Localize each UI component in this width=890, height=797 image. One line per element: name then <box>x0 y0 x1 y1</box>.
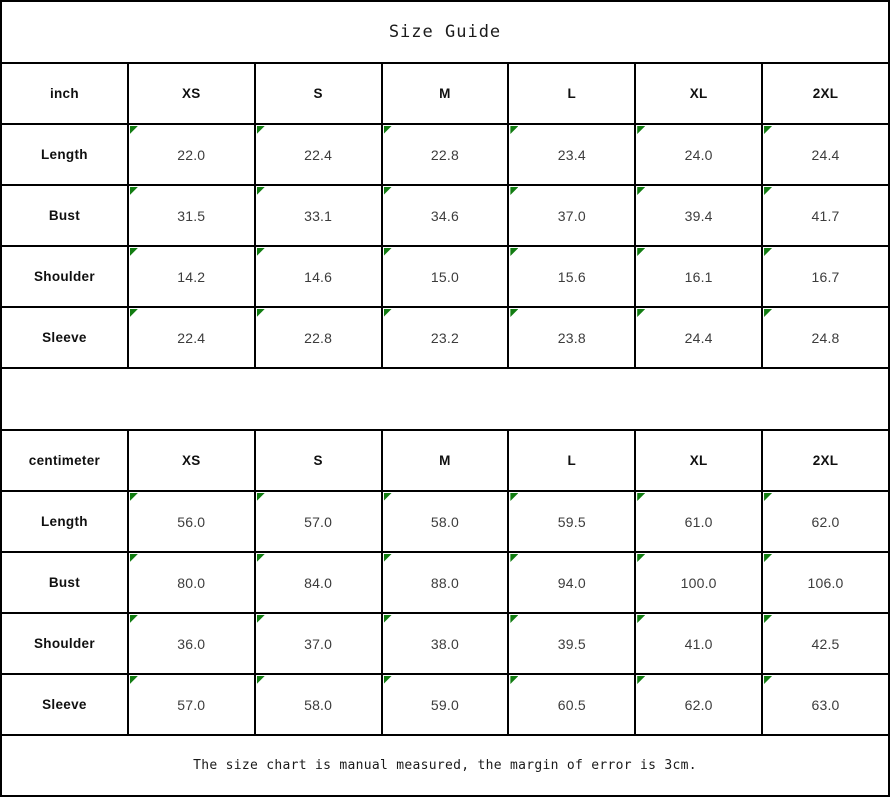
corner-marker-icon <box>510 187 518 195</box>
corner-marker-icon <box>130 187 138 195</box>
cell-inch-length-xs <box>128 124 255 185</box>
size-value: 94.0 <box>557 574 586 591</box>
cell-inch-shoulder-xs <box>128 246 255 307</box>
size-value: 62.0 <box>811 513 840 530</box>
cell-cm-shoulder-2xl <box>762 613 889 674</box>
corner-marker-icon <box>130 309 138 317</box>
cell-cm-shoulder-xs <box>128 613 255 674</box>
size-value: 15.6 <box>557 268 586 285</box>
cell-inch-bust-xs <box>128 185 255 246</box>
size-value: 57.0 <box>304 513 333 530</box>
size-value: 84.0 <box>304 574 333 591</box>
corner-marker-icon <box>637 248 645 256</box>
corner-marker-icon <box>764 248 772 256</box>
corner-marker-icon <box>257 615 265 623</box>
size-value: 24.0 <box>684 146 713 163</box>
column-header-m: M <box>382 430 509 491</box>
table-row <box>1 613 889 674</box>
cell-inch-bust-xl <box>635 185 762 246</box>
size-value: 39.5 <box>557 635 586 652</box>
corner-marker-icon <box>510 126 518 134</box>
column-header-xs: XS <box>128 430 255 491</box>
cell-cm-shoulder-l <box>508 613 635 674</box>
size-value: 37.0 <box>304 635 333 652</box>
corner-marker-icon <box>510 309 518 317</box>
size-value: 23.8 <box>557 329 586 346</box>
cell-cm-bust-l <box>508 552 635 613</box>
row-label-shoulder: Shoulder <box>1 246 128 307</box>
corner-marker-icon <box>257 309 265 317</box>
cell-inch-bust-2xl <box>762 185 889 246</box>
cell-cm-bust-xs <box>128 552 255 613</box>
cell-inch-sleeve-m <box>382 307 509 368</box>
corner-marker-icon <box>637 493 645 501</box>
corner-marker-icon <box>257 493 265 501</box>
cell-cm-sleeve-xs <box>128 674 255 735</box>
size-value: 22.4 <box>304 146 333 163</box>
size-value: 22.8 <box>304 329 333 346</box>
corner-marker-icon <box>764 126 772 134</box>
size-value: 100.0 <box>680 574 717 591</box>
size-value: 16.7 <box>811 268 840 285</box>
cell-cm-bust-2xl <box>762 552 889 613</box>
size-value: 62.0 <box>684 696 713 713</box>
size-value: 41.0 <box>684 635 713 652</box>
size-value: 41.7 <box>811 207 840 224</box>
size-value: 63.0 <box>811 696 840 713</box>
row-label-length: Length <box>1 491 128 552</box>
cell-cm-bust-s <box>255 552 382 613</box>
size-value: 23.2 <box>430 329 459 346</box>
cell-inch-shoulder-2xl <box>762 246 889 307</box>
row-label-bust: Bust <box>1 552 128 613</box>
cell-cm-sleeve-2xl <box>762 674 889 735</box>
corner-marker-icon <box>637 126 645 134</box>
column-header-xl: XL <box>635 63 762 124</box>
corner-marker-icon <box>384 187 392 195</box>
cell-cm-shoulder-xl <box>635 613 762 674</box>
cell-inch-bust-m <box>382 185 509 246</box>
cell-cm-length-xs <box>128 491 255 552</box>
corner-marker-icon <box>130 615 138 623</box>
cell-cm-shoulder-m <box>382 613 509 674</box>
spacer-row <box>1 368 889 430</box>
corner-marker-icon <box>384 554 392 562</box>
cell-cm-length-xl <box>635 491 762 552</box>
column-header-2xl: 2XL <box>762 63 889 124</box>
cell-cm-sleeve-s <box>255 674 382 735</box>
cell-inch-length-s <box>255 124 382 185</box>
table-row <box>1 246 889 307</box>
table-row <box>1 552 889 613</box>
table-row <box>1 124 889 185</box>
corner-marker-icon <box>384 493 392 501</box>
row-label-shoulder: Shoulder <box>1 613 128 674</box>
corner-marker-icon <box>130 493 138 501</box>
cell-inch-sleeve-l <box>508 307 635 368</box>
size-value: 24.8 <box>811 329 840 346</box>
size-value: 31.5 <box>177 207 206 224</box>
cell-cm-bust-m <box>382 552 509 613</box>
size-value: 23.4 <box>557 146 586 163</box>
corner-marker-icon <box>384 676 392 684</box>
cell-inch-bust-l <box>508 185 635 246</box>
corner-marker-icon <box>384 248 392 256</box>
column-header-l: L <box>508 63 635 124</box>
size-value: 24.4 <box>811 146 840 163</box>
corner-marker-icon <box>510 676 518 684</box>
cell-inch-length-l <box>508 124 635 185</box>
table-row <box>1 491 889 552</box>
corner-marker-icon <box>637 309 645 317</box>
size-value: 57.0 <box>177 696 206 713</box>
corner-marker-icon <box>764 309 772 317</box>
row-label-bust: Bust <box>1 185 128 246</box>
cell-cm-length-s <box>255 491 382 552</box>
corner-marker-icon <box>510 554 518 562</box>
corner-marker-icon <box>130 126 138 134</box>
cell-inch-length-m <box>382 124 509 185</box>
corner-marker-icon <box>257 187 265 195</box>
corner-marker-icon <box>130 676 138 684</box>
corner-marker-icon <box>257 676 265 684</box>
row-label-length: Length <box>1 124 128 185</box>
size-value: 33.1 <box>304 207 333 224</box>
corner-marker-icon <box>257 554 265 562</box>
table-row <box>1 674 889 735</box>
cell-cm-length-m <box>382 491 509 552</box>
size-value: 14.6 <box>304 268 333 285</box>
column-header-xl: XL <box>635 430 762 491</box>
row-label-sleeve: Sleeve <box>1 307 128 368</box>
cell-inch-shoulder-s <box>255 246 382 307</box>
corner-marker-icon <box>510 493 518 501</box>
corner-marker-icon <box>764 554 772 562</box>
cell-cm-length-2xl <box>762 491 889 552</box>
size-value: 16.1 <box>684 268 713 285</box>
column-header-s: S <box>255 63 382 124</box>
size-value: 38.0 <box>430 635 459 652</box>
corner-marker-icon <box>130 554 138 562</box>
size-value: 39.4 <box>684 207 713 224</box>
size-value: 60.5 <box>557 696 586 713</box>
cell-inch-length-xl <box>635 124 762 185</box>
corner-marker-icon <box>637 676 645 684</box>
cell-inch-bust-s <box>255 185 382 246</box>
cell-cm-sleeve-m <box>382 674 509 735</box>
size-value: 34.6 <box>430 207 459 224</box>
size-value: 36.0 <box>177 635 206 652</box>
row-label-sleeve: Sleeve <box>1 674 128 735</box>
corner-marker-icon <box>384 309 392 317</box>
size-value: 106.0 <box>807 574 844 591</box>
unit-header-inch: inch <box>1 63 128 124</box>
corner-marker-icon <box>510 248 518 256</box>
corner-marker-icon <box>384 126 392 134</box>
corner-marker-icon <box>510 615 518 623</box>
cell-inch-sleeve-s <box>255 307 382 368</box>
size-value: 58.0 <box>304 696 333 713</box>
cell-inch-length-2xl <box>762 124 889 185</box>
corner-marker-icon <box>637 554 645 562</box>
corner-marker-icon <box>257 126 265 134</box>
corner-marker-icon <box>764 493 772 501</box>
size-value: 22.4 <box>177 329 206 346</box>
cell-cm-sleeve-xl <box>635 674 762 735</box>
cell-cm-sleeve-l <box>508 674 635 735</box>
size-value: 24.4 <box>684 329 713 346</box>
corner-marker-icon <box>764 187 772 195</box>
size-value: 15.0 <box>430 268 459 285</box>
cell-inch-shoulder-l <box>508 246 635 307</box>
size-value: 42.5 <box>811 635 840 652</box>
size-value: 22.8 <box>430 146 459 163</box>
cell-inch-sleeve-xl <box>635 307 762 368</box>
footer-note: The size chart is manual measured, the margin of error is 3cm. <box>1 735 889 796</box>
table-row <box>1 307 889 368</box>
corner-marker-icon <box>637 187 645 195</box>
size-value: 37.0 <box>557 207 586 224</box>
size-value: 59.5 <box>557 513 586 530</box>
size-value: 58.0 <box>430 513 459 530</box>
corner-marker-icon <box>637 615 645 623</box>
corner-marker-icon <box>257 248 265 256</box>
cell-inch-shoulder-m <box>382 246 509 307</box>
size-value: 14.2 <box>177 268 206 285</box>
unit-header-centimeter: centimeter <box>1 430 128 491</box>
column-header-m: M <box>382 63 509 124</box>
cell-inch-sleeve-2xl <box>762 307 889 368</box>
column-header-xs: XS <box>128 63 255 124</box>
corner-marker-icon <box>764 615 772 623</box>
size-value: 56.0 <box>177 513 206 530</box>
size-value: 88.0 <box>430 574 459 591</box>
size-value: 80.0 <box>177 574 206 591</box>
size-value: 22.0 <box>177 146 206 163</box>
table-row <box>1 185 889 246</box>
corner-marker-icon <box>130 248 138 256</box>
cell-inch-sleeve-xs <box>128 307 255 368</box>
size-value: 59.0 <box>430 696 459 713</box>
corner-marker-icon <box>384 615 392 623</box>
cell-cm-length-l <box>508 491 635 552</box>
cell-inch-shoulder-xl <box>635 246 762 307</box>
size-value: 61.0 <box>684 513 713 530</box>
column-header-s: S <box>255 430 382 491</box>
cell-cm-bust-xl <box>635 552 762 613</box>
cell-cm-shoulder-s <box>255 613 382 674</box>
column-header-l: L <box>508 430 635 491</box>
corner-marker-icon <box>764 676 772 684</box>
column-header-2xl: 2XL <box>762 430 889 491</box>
page-title: Size Guide <box>1 1 889 63</box>
